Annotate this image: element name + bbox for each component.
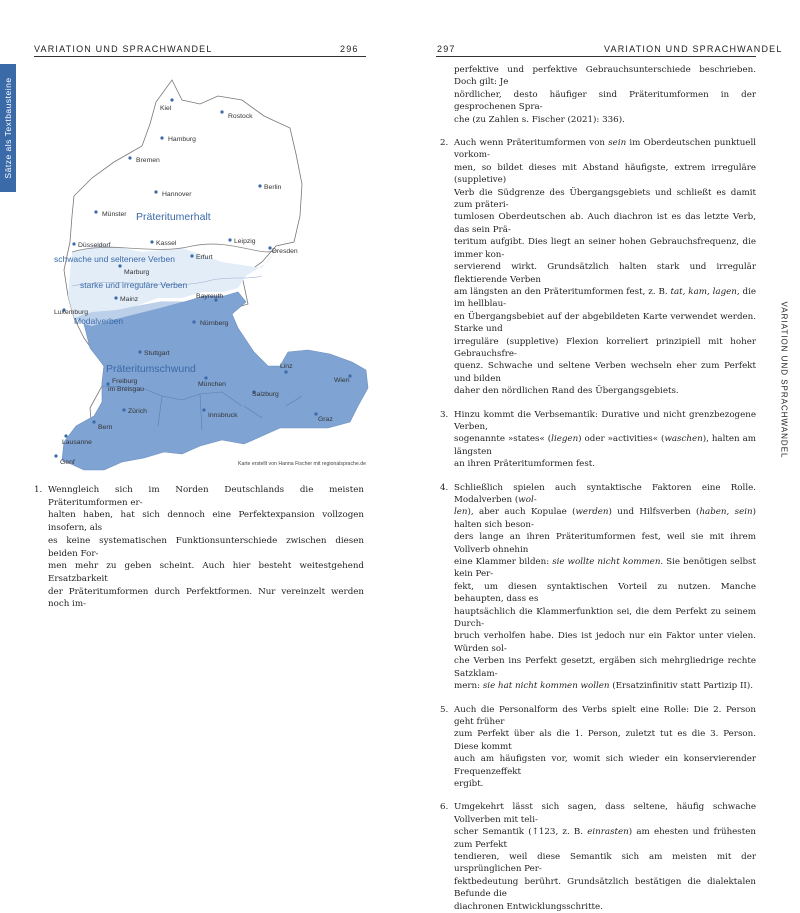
svg-text:Bern: Bern	[98, 424, 113, 431]
svg-text:Dresden: Dresden	[272, 248, 298, 255]
svg-text:Bayreuth: Bayreuth	[196, 293, 224, 300]
svg-text:Hannover: Hannover	[162, 191, 192, 198]
svg-text:Leipzig: Leipzig	[234, 238, 256, 245]
svg-text:Erfurt: Erfurt	[196, 254, 213, 261]
left-running-head: VARIATION UND SPRACHWANDEL	[34, 44, 213, 54]
svg-text:Kiel: Kiel	[160, 105, 172, 112]
svg-text:im Breisgau: im Breisgau	[108, 386, 144, 393]
side-margin-title: VARIATION UND SPRACHWANDEL	[779, 301, 789, 459]
svg-text:Graz: Graz	[318, 416, 333, 423]
svg-text:Rostock: Rostock	[228, 113, 253, 120]
svg-text:Freiburg: Freiburg	[112, 378, 138, 385]
svg-text:Innsbruck: Innsbruck	[208, 412, 238, 419]
svg-text:Genf: Genf	[60, 459, 75, 466]
city-stuttgart	[138, 350, 169, 357]
svg-text:Linz: Linz	[280, 363, 293, 370]
map-credit: Karte erstellt von Hanna Fischer mit regionalsprache.de	[238, 461, 367, 467]
region-label-weak: schwache und seltenere Verben	[54, 254, 175, 264]
region-label-strong: starke und irreguläre Verben	[80, 280, 188, 290]
region-label-south: Präteritumschwund	[106, 363, 196, 375]
list-item-1-continued: perfektive und perfektive Gebrauchsunterschiede beschrieben. Doch gilt: Je nördlicher, desto häufiger sind Präteritumformen in der gesprochenen Spra- che (zu Zahlen s. Fischer (2021): 336).	[454, 65, 756, 125]
svg-text:Kassel: Kassel	[156, 240, 177, 247]
left-header-rule	[34, 56, 366, 57]
svg-text:Luxemburg: Luxemburg	[54, 309, 89, 316]
svg-text:München: München	[198, 381, 226, 388]
right-running-head: VARIATION UND SPRACHWANDEL	[604, 44, 783, 54]
svg-text:Lausanne: Lausanne	[62, 439, 92, 446]
city-duesseldorf	[72, 242, 110, 249]
svg-text:Marburg: Marburg	[124, 269, 150, 276]
svg-text:Salzburg: Salzburg	[252, 391, 279, 398]
svg-text:Zürich: Zürich	[128, 408, 147, 415]
region-label-north: Präteritumerhalt	[136, 211, 211, 223]
list-item-5: 5. Auch die Personalform des Verbs spielt eine Rolle: Die 2. Person geht früher zum Perfekt über als die 1. Person, zuletzt tut es die 3. Person. Diese kommt auch am häufigsten vor, womit sich wieder ein konservierender Frequenzeffekt ergibt.	[440, 704, 756, 789]
list-item-4: 4. Schließlich spielen auch syntaktische Faktoren eine Rolle. Modalverben (wol- len), aber auch Kopulae (werden) und Hilfsverben (haben, sein) halten sich beson- ders lange an ihren Präteritumformen fest, weil sie mit ihrem Vollverb ohnehin eine Klammer bilden: sie wollte nicht kommen. Sie benötigen selbst kein Per- fekt, um diesen syntaktischen Vorteil zu nutzen. Manche behaupten, dass es hauptsächlich die Klammerfunktion sei, die dem Perfekt zu seinem Durch- bruch verholfen habe. Dies ist jedoch nur ein Faktor unter vielen. Würden sol- che Verben ins Perfekt gesetzt, ergäben sich mehrgliedrige rechte Satzklam- mern: sie hat nicht kommen wollen (Ersatzinfinitiv statt Partizip II).	[440, 482, 757, 692]
svg-text:Mainz: Mainz	[120, 296, 139, 303]
chapter-side-tab: Sätze als Textbausteine	[0, 64, 16, 192]
city-dresden	[268, 246, 298, 255]
right-header-rule	[436, 56, 756, 57]
region-label-modal: Modalverben	[74, 316, 124, 326]
svg-text:Wien: Wien	[334, 377, 350, 384]
city-luxemburg	[54, 308, 88, 316]
left-page-number: 296	[340, 44, 359, 54]
svg-text:Düsseldorf: Düsseldorf	[78, 242, 111, 249]
list-item-6: 6. Umgekehrt lässt sich sagen, dass seltene, häufig schwache Vollverben mit teli- scher Semantik (↑123, z. B. einrasten) am ehesten und frühesten zum Perfekt tendieren, weil diese Semantik sich am meisten mit der ursprünglichen Per- fektbedeutung berührt. Grundsätzlich bestätigen die dialektalen Befunde die diachronen Entwicklungsschritte.	[440, 802, 756, 912]
right-page-number: 297	[437, 44, 456, 54]
svg-text:Stuttgart: Stuttgart	[144, 350, 170, 357]
svg-text:Hamburg: Hamburg	[168, 136, 196, 143]
left-column-text	[34, 484, 364, 611]
dialect-map	[32, 66, 372, 478]
svg-text:Berlin: Berlin	[264, 184, 282, 191]
city-salzburg	[252, 390, 279, 398]
svg-text:Münster: Münster	[102, 211, 127, 218]
svg-text:Nürnberg: Nürnberg	[200, 320, 229, 327]
list-item-2: 2. Auch wenn Präteritumformen von sein im Oberdeutschen punktuell vorkom- men, so bildet dieses mit Abstand häufigste, extrem irreguläre (suppletive) Verb die Südgrenze des Übergangsgebiets und schließt es damit zum präteri- tumlosen Oberdeutschen ab. Auch diachron ist es das letzte Verb, das sein Prä- teritum aufgibt. Dies liegt an seiner hohen Gebrauchsfrequenz, die immer kon- servierend wirkt. Grundsätzlich halten stark und irregulär flektierende Verben am längsten an den Präteritumformen fest, z. B. tat, kam, lagen, die im hellblau- en Übergangsbebiet auf der abgebildeten Karte verwendet werden. Starke und irreguläre (suppletive) Flexion korreliert prinzipiell mit hoher Gebrauchsfre- quenz. Schwache und seltene Verben wechseln eher zum Perfekt und bilden daher den nördlichen Rand des Übergangsgebiets.	[440, 138, 756, 397]
list-item-1: 1. Wenngleich sich im Norden Deutschlands die meisten Präteritumformen er- halten haben, hat sich dennoch eine Perfektexpansion vollzogen insofern, als es keine systematischen Funktionsunterschiede zwischen diesen beiden For- men mehr zu geben scheint. Auch hier besteht weitestgehend Ersatzbarkeit der Präteritumformen durch Perfektformen. Nur vereinzelt werden noch im-	[34, 485, 364, 610]
list-item-3: 3. Hinzu kommt die Verbsemantik: Durative und nicht grenzbezogene Verben, sogenannte »states« (liegen) oder »activities« (waschen), halten am längsten an ihren Präteritumformen fest.	[440, 409, 756, 470]
svg-text:Bremen: Bremen	[136, 157, 160, 164]
right-column-text	[440, 64, 756, 913]
